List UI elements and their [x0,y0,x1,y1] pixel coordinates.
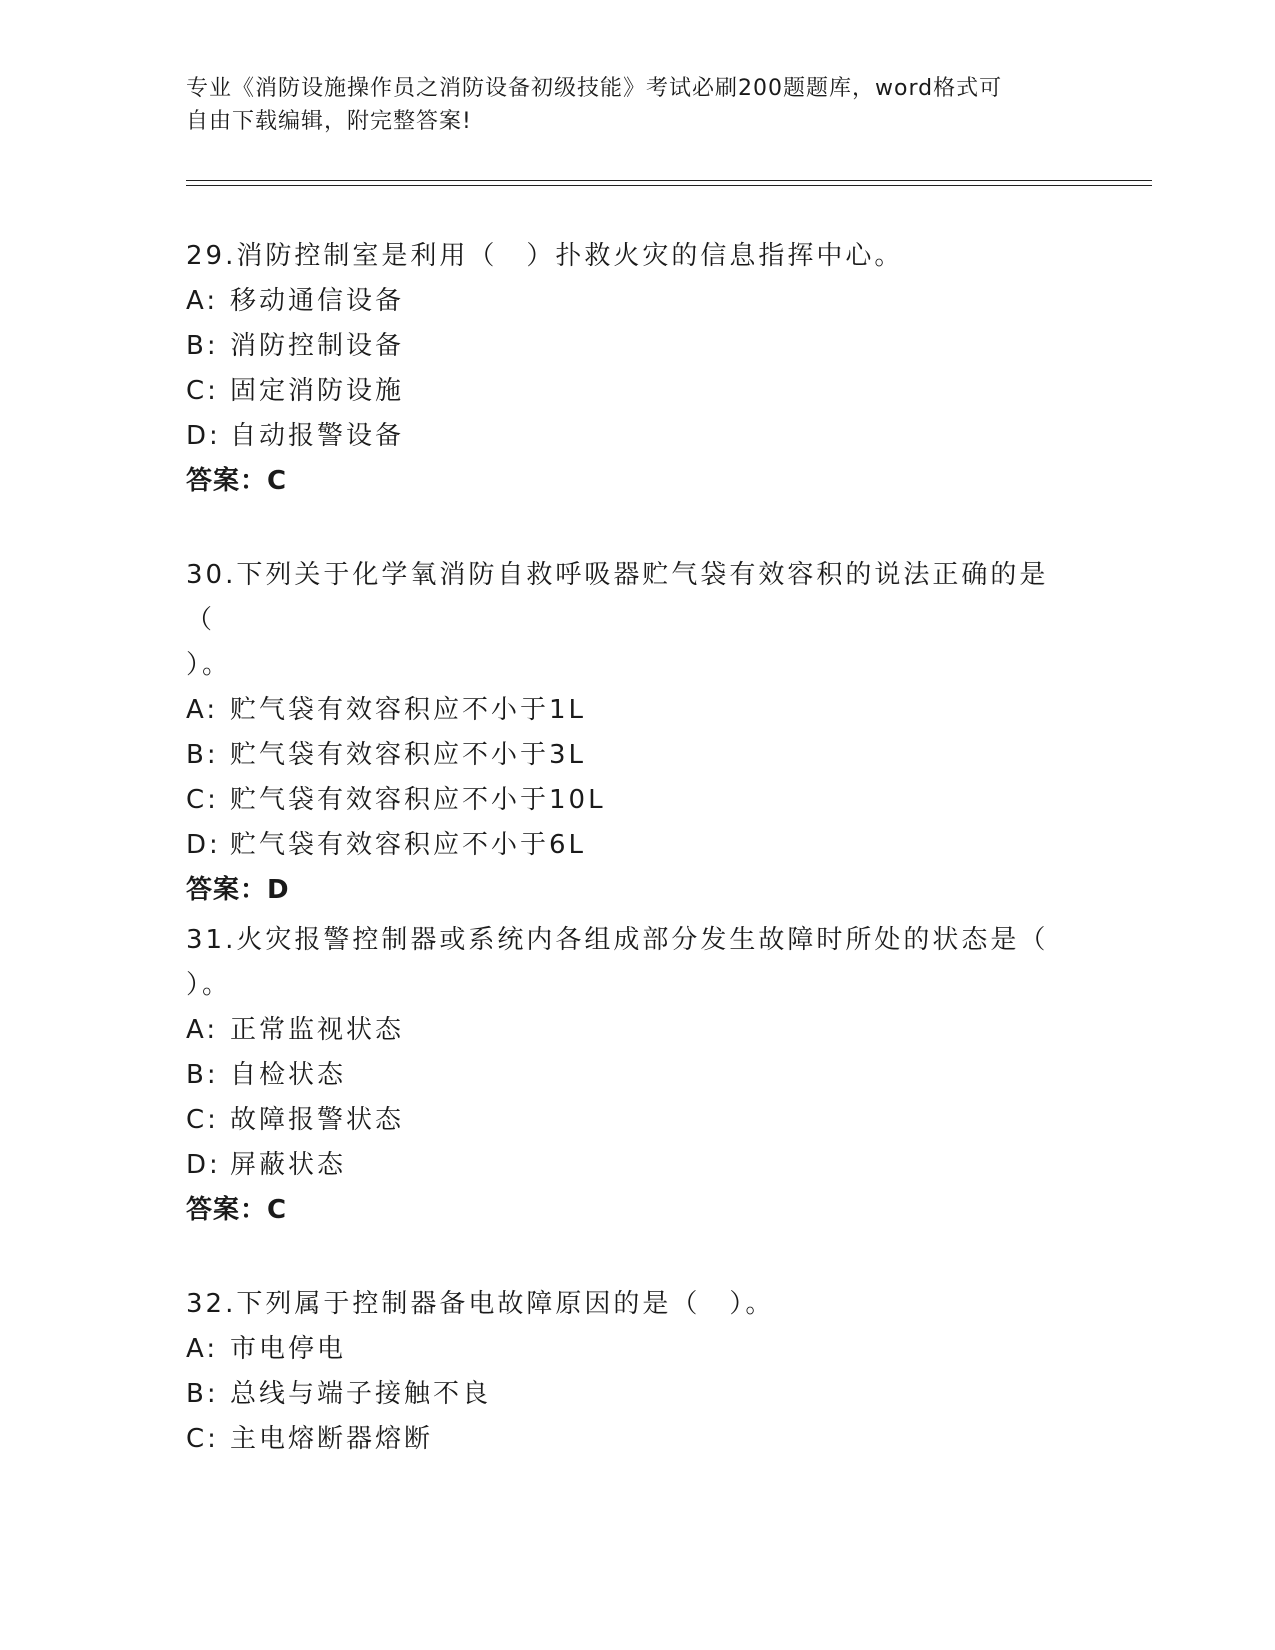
option-a [186,1327,1076,1372]
option-a [186,1008,1076,1053]
option-key: A: [186,286,219,316]
option-text: 屏蔽状态 [230,1150,347,1180]
option-text: 移动通信设备 [230,286,405,316]
question-stem-line-2: ）。 [186,970,232,1000]
option-key: C: [186,376,219,406]
question-31 [186,918,1076,1233]
option-c [186,1098,1076,1143]
option-b [186,1053,1076,1098]
header-line-2: 自由下载编辑，附完整答案! [186,109,472,134]
option-key: B: [186,1060,219,1090]
option-key: A: [186,1334,219,1364]
option-key: C: [186,785,219,815]
document-header [186,72,1086,138]
option-text: 消防控制设备 [230,331,405,361]
option-text: 故障报警状态 [230,1105,405,1135]
option-key: B: [186,740,219,770]
option-b [186,733,1076,778]
option-key: A: [186,695,219,725]
option-key: C: [186,1105,219,1135]
answer: 答案：D [186,875,290,905]
option-text: 贮气袋有效容积应不小于10L [230,785,606,815]
option-c [186,778,1076,823]
answer: 答案：C [186,466,288,496]
option-key: D: [186,1150,221,1180]
option-text: 自动报警设备 [230,421,405,451]
option-text: 总线与端子接触不良 [230,1379,492,1409]
option-text: 市电停电 [230,1334,347,1364]
option-text: 正常监视状态 [230,1015,405,1045]
question-30 [186,553,1076,913]
option-text: 贮气袋有效容积应不小于1L [230,695,587,725]
option-key: B: [186,331,219,361]
option-text: 固定消防设施 [230,376,405,406]
option-key: D: [186,830,221,860]
question-stem-line-2: ）。 [186,650,232,680]
option-key: B: [186,1379,219,1409]
question-stem: 29.消防控制室是利用（ ）扑救火灾的信息指挥中心。 [186,241,904,271]
option-key: A: [186,1015,219,1045]
option-b [186,1372,1076,1417]
question-stem: 32.下列属于控制器备电故障原因的是（ ）。 [186,1289,775,1319]
option-text: 自检状态 [230,1060,347,1090]
option-d [186,1143,1076,1188]
option-text: 贮气袋有效容积应不小于6L [230,830,587,860]
question-32 [186,1282,1076,1462]
header-line-1: 专业《消防设施操作员之消防设备初级技能》考试必刷200题题库，word格式可 [186,76,1003,101]
option-key: C: [186,1424,219,1454]
option-d [186,414,1076,459]
question-stem-line-1: 31.火灾报警控制器或系统内各组成部分发生故障时所处的状态是（ [186,925,1049,955]
option-a [186,279,1076,324]
option-b [186,324,1076,369]
header-divider-bottom [186,185,1152,186]
option-c [186,1417,1076,1462]
answer: 答案：C [186,1195,288,1225]
option-text: 主电熔断器熔断 [230,1424,434,1454]
header-divider-top [186,180,1152,181]
option-a [186,688,1076,733]
option-text: 贮气袋有效容积应不小于3L [230,740,587,770]
question-29 [186,234,1076,504]
option-c [186,369,1076,414]
option-key: D: [186,421,221,451]
question-stem-line-1: 30.下列关于化学氧消防自救呼吸器贮气袋有效容积的说法正确的是（ [186,560,1049,635]
option-d [186,823,1076,868]
